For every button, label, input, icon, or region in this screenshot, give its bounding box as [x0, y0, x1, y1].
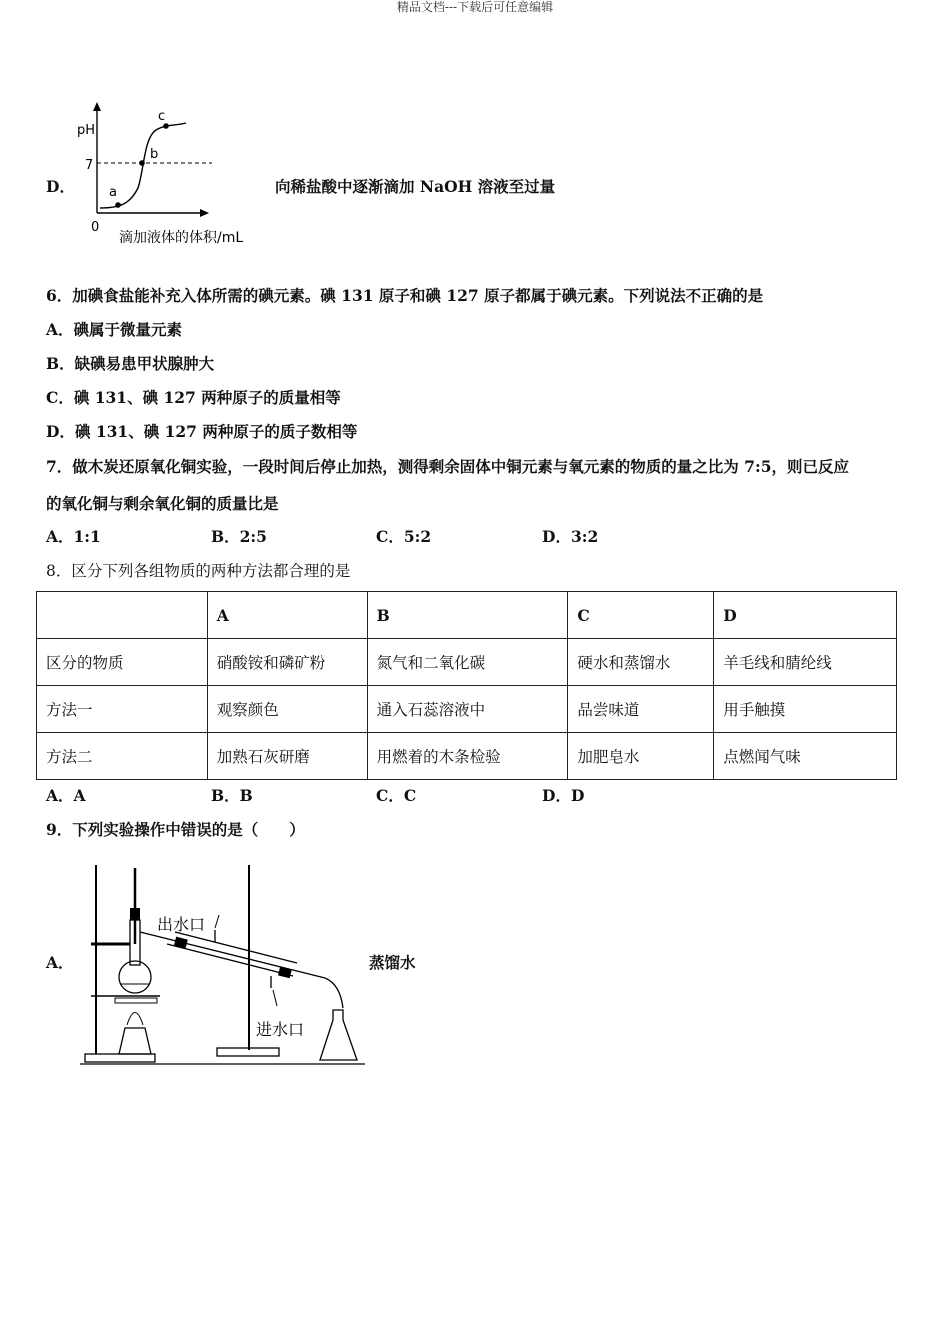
q9-option-a-text: 蒸馏水 — [369, 953, 416, 972]
q8-stem: 8．区分下列各组物质的两种方法都合理的是 — [46, 562, 351, 580]
condenser-jacket-top — [175, 932, 297, 963]
table-cell: 硝酸铵和磷矿粉 — [207, 639, 367, 686]
table-cell: 硬水和蒸馏水 — [568, 639, 714, 686]
q8-option-d: D．D — [542, 786, 585, 805]
point-c — [163, 123, 169, 129]
water-inlet-label: 进水口 — [256, 1020, 305, 1039]
point-a — [115, 202, 121, 208]
table-cell: 观察颜色 — [207, 686, 367, 733]
y-axis-label: pH — [77, 123, 96, 138]
table-cell: 区分的物质 — [37, 639, 208, 686]
table-header-b: B — [367, 592, 568, 639]
q7-option-d: D．3:2 — [542, 527, 599, 546]
q6-option-b: B．缺碘易患甲状腺肿大 — [46, 354, 215, 373]
table-header-a: A — [207, 592, 367, 639]
table-cell: 氮气和二氧化碳 — [367, 639, 568, 686]
outlet-arrow — [215, 915, 219, 928]
q7-option-c: C．5:2 — [376, 527, 432, 546]
q8-option-a: A．A — [46, 786, 86, 805]
table-header-d: D — [714, 592, 897, 639]
distillation-apparatus — [75, 860, 370, 1070]
table-cell: 品尝味道 — [568, 686, 714, 733]
thermometer-stopper — [130, 908, 140, 920]
condenser-stopper-bottom — [278, 967, 292, 979]
gauze — [115, 998, 157, 1003]
q8-option-c: C．C — [376, 786, 417, 805]
q7-stem-line1: 7．做木炭还原氧化铜实验，一段时间后停止加热，测得剩余固体中铜元素与氧元素的物质的量之比为 7:5，则已反应 — [46, 457, 849, 476]
table-row — [37, 686, 897, 733]
table-row — [37, 639, 897, 686]
inlet-arrow — [273, 990, 277, 1006]
table-cell: 点燃闻气味 — [714, 733, 897, 780]
origin-label: 0 — [91, 220, 100, 235]
q5-option-d-label: D． — [46, 177, 75, 196]
table-row — [37, 733, 897, 780]
round-flask — [119, 961, 151, 993]
q8-option-b: B．B — [211, 786, 253, 805]
q7-option-a: A．1:1 — [46, 527, 101, 546]
left-stand-base — [85, 1054, 155, 1062]
table-row — [37, 592, 897, 639]
q9-stem: 9．下列实验操作中错误的是（ ） — [46, 820, 305, 839]
point-b — [139, 160, 145, 166]
table-header-c: C — [568, 592, 714, 639]
q5-option-d-text: 向稀盐酸中逐渐滴加 NaOH 溶液至过量 — [275, 177, 556, 196]
q6-option-d: D．碘 131、碘 127 两种原子的质子数相等 — [46, 422, 358, 441]
y-axis-arrow — [93, 102, 101, 111]
q9-option-a-label: A． — [46, 953, 74, 972]
adapter — [325, 978, 343, 1008]
q7-option-b: B．2:5 — [211, 527, 267, 546]
conical-flask — [320, 1010, 357, 1060]
q8-table — [36, 591, 897, 780]
condenser-jacket-bottom — [167, 944, 293, 976]
ph-titration-graph — [70, 100, 275, 250]
x-axis-label: 滴加液体的体积/mL — [119, 230, 244, 246]
table-cell: 加熟石灰研磨 — [207, 733, 367, 780]
condenser-inner-tube — [140, 932, 325, 978]
table-cell: 羊毛线和腈纶线 — [714, 639, 897, 686]
x-axis-arrow — [200, 209, 209, 217]
point-c-label: c — [158, 109, 166, 124]
q7-stem-line2: 的氧化铜与剩余氧化铜的质量比是 — [46, 494, 279, 513]
table-cell: 加肥皂水 — [568, 733, 714, 780]
table-cell: 方法一 — [37, 686, 208, 733]
page-header: 精品文档---下载后可任意编辑 — [396, 0, 554, 14]
q6-stem: 6．加碘食盐能补充入体所需的碘元素。碘 131 原子和碘 127 原子都属于碘元素。下列说法不正确的是 — [46, 286, 764, 305]
table-cell: 通入石蕊溶液中 — [367, 686, 568, 733]
table-cell: 用手触摸 — [714, 686, 897, 733]
q6-option-a: A．碘属于微量元素 — [46, 320, 183, 339]
flame — [127, 1013, 143, 1026]
alcohol-lamp — [119, 1028, 151, 1054]
q6-option-c: C．碘 131、碘 127 两种原子的质量相等 — [46, 388, 341, 407]
point-b-label: b — [150, 147, 159, 162]
table-cell: 方法二 — [37, 733, 208, 780]
table-cell — [37, 592, 208, 639]
ph7-label: 7 — [85, 158, 94, 173]
point-a-label: a — [109, 185, 117, 200]
water-outlet-label: 出水口 — [157, 915, 206, 934]
table-cell: 用燃着的木条检验 — [367, 733, 568, 780]
